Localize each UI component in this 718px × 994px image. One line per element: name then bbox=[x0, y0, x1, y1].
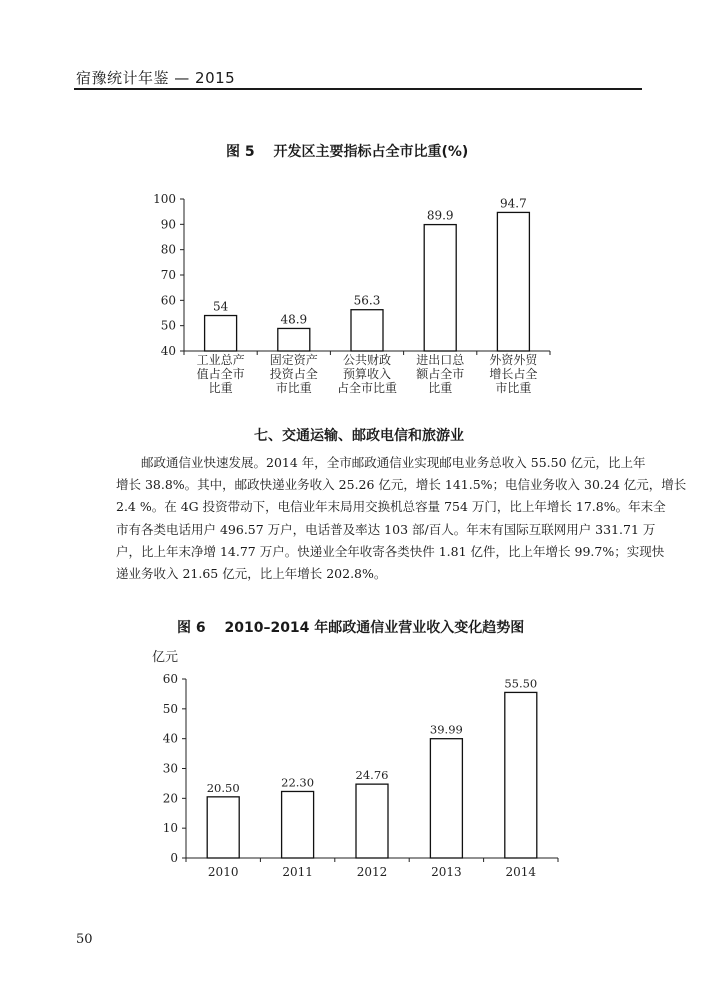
fig5-category-label: 占全市比重 bbox=[336, 381, 398, 395]
fig5-category-label: 外资外贸 bbox=[489, 353, 538, 367]
fig5-y-tick-label: 100 bbox=[153, 192, 176, 206]
fig6-bar-value-label: 20.50 bbox=[206, 780, 240, 795]
fig5-y-tick-label: 60 bbox=[160, 293, 176, 308]
fig5-y-tick-label: 50 bbox=[160, 318, 176, 333]
fig6-bar-value-label: 55.50 bbox=[504, 676, 538, 691]
fig5-category-label: 进出口总 bbox=[416, 353, 465, 367]
fig6-bar bbox=[207, 797, 239, 858]
figure6-title: 图 6 2010–2014 年邮政通信业营业收入变化趋势图 bbox=[177, 620, 525, 636]
running-header-title: 宿豫统计年鉴 — 2015 bbox=[76, 69, 236, 87]
fig6-bar bbox=[282, 791, 314, 858]
fig5-category-label: 工业总产 bbox=[196, 353, 245, 367]
paragraph-line: 市有各类电话用户 496.57 万户，电话普及率达 103 部/百人。年末有国际互联网用户 331.71 万 bbox=[116, 521, 656, 537]
fig5-bar-value-label: 54 bbox=[212, 299, 229, 314]
fig6-category-label: 2010 bbox=[207, 865, 239, 879]
fig6-y-tick-label: 10 bbox=[162, 821, 178, 836]
fig6-y-tick-label: 0 bbox=[170, 851, 178, 865]
fig6-y-tick-label: 60 bbox=[162, 672, 178, 686]
fig5-y-tick-label: 80 bbox=[160, 242, 176, 257]
fig5-bar-value-label: 89.9 bbox=[426, 208, 454, 223]
fig6-y-tick-label: 20 bbox=[162, 791, 178, 806]
paragraph-line: 邮政通信业快速发展。2014 年，全市邮政通信业实现邮电业务总收入 55.50 亿元，比上年 bbox=[141, 455, 646, 470]
figure5-title: 图 5 开发区主要指标占全市比重(%) bbox=[226, 144, 469, 160]
fig5-bar-value-label: 56.3 bbox=[353, 293, 381, 308]
fig6-bar-value-label: 24.76 bbox=[355, 768, 389, 783]
paragraph-line: 递业务收入 21.65 亿元，比上年增长 202.8%。 bbox=[116, 566, 387, 582]
fig5-y-tick-label: 90 bbox=[160, 217, 176, 232]
fig6-category-label: 2011 bbox=[282, 865, 313, 879]
fig5-category-label: 市比重 bbox=[495, 381, 532, 395]
paragraph-line: 户，比上年末净增 14.77 万户。快递业全年收寄各类快件 1.81 亿件，比上年增长 99.7%；实现快 bbox=[116, 543, 665, 559]
fig5-y-tick-label: 70 bbox=[160, 268, 176, 282]
fig5-category-label: 额占全市 bbox=[416, 367, 465, 381]
fig6-y-tick-label: 30 bbox=[162, 761, 178, 776]
fig5-bar-value-label: 94.7 bbox=[500, 196, 527, 211]
fig5-category-label: 预算收入 bbox=[342, 367, 392, 381]
fig6-bar bbox=[505, 692, 537, 858]
fig5-category-label: 增长占全 bbox=[489, 367, 538, 381]
fig6-bar bbox=[356, 784, 388, 858]
fig6-category-label: 2012 bbox=[356, 865, 388, 879]
fig6-y-tick-label: 40 bbox=[162, 731, 178, 746]
fig5-category-label: 比重 bbox=[208, 381, 233, 395]
fig6-category-label: 2013 bbox=[431, 865, 462, 879]
fig6-bar bbox=[430, 739, 462, 858]
fig5-bar-value-label: 48.9 bbox=[280, 312, 308, 327]
fig6-bar-value-label: 22.30 bbox=[281, 775, 315, 790]
paragraph-line: 2.4 %。在 4G 投资带动下，电信业年末局用交换机总容量 754 万门，比上年增长 17.8%。年末全 bbox=[116, 499, 666, 515]
paragraph-line: 增长 38.8%。其中，邮政快递业务收入 25.26 亿元，增长 141.5%；电信业务收入 30.24 亿元，增长 bbox=[116, 477, 687, 493]
page-number: 50 bbox=[76, 932, 93, 947]
fig6-y-axis-title: 亿元 bbox=[151, 650, 179, 665]
fig6-category-label: 2014 bbox=[505, 865, 537, 879]
fig5-category-label: 投资占全 bbox=[269, 367, 318, 381]
fig5-category-label: 公共财政 bbox=[342, 353, 392, 367]
fig5-category-label: 市比重 bbox=[275, 381, 312, 395]
fig5-category-label: 值占全市 bbox=[196, 367, 245, 381]
fig5-category-label: 比重 bbox=[428, 381, 453, 395]
fig5-y-tick-label: 40 bbox=[160, 344, 176, 358]
section-heading: 七、交通运输、邮政电信和旅游业 bbox=[254, 428, 464, 444]
fig5-category-label: 固定资产 bbox=[269, 353, 318, 367]
fig6-y-tick-label: 50 bbox=[162, 701, 178, 716]
fig6-bar-value-label: 39.99 bbox=[429, 722, 463, 737]
